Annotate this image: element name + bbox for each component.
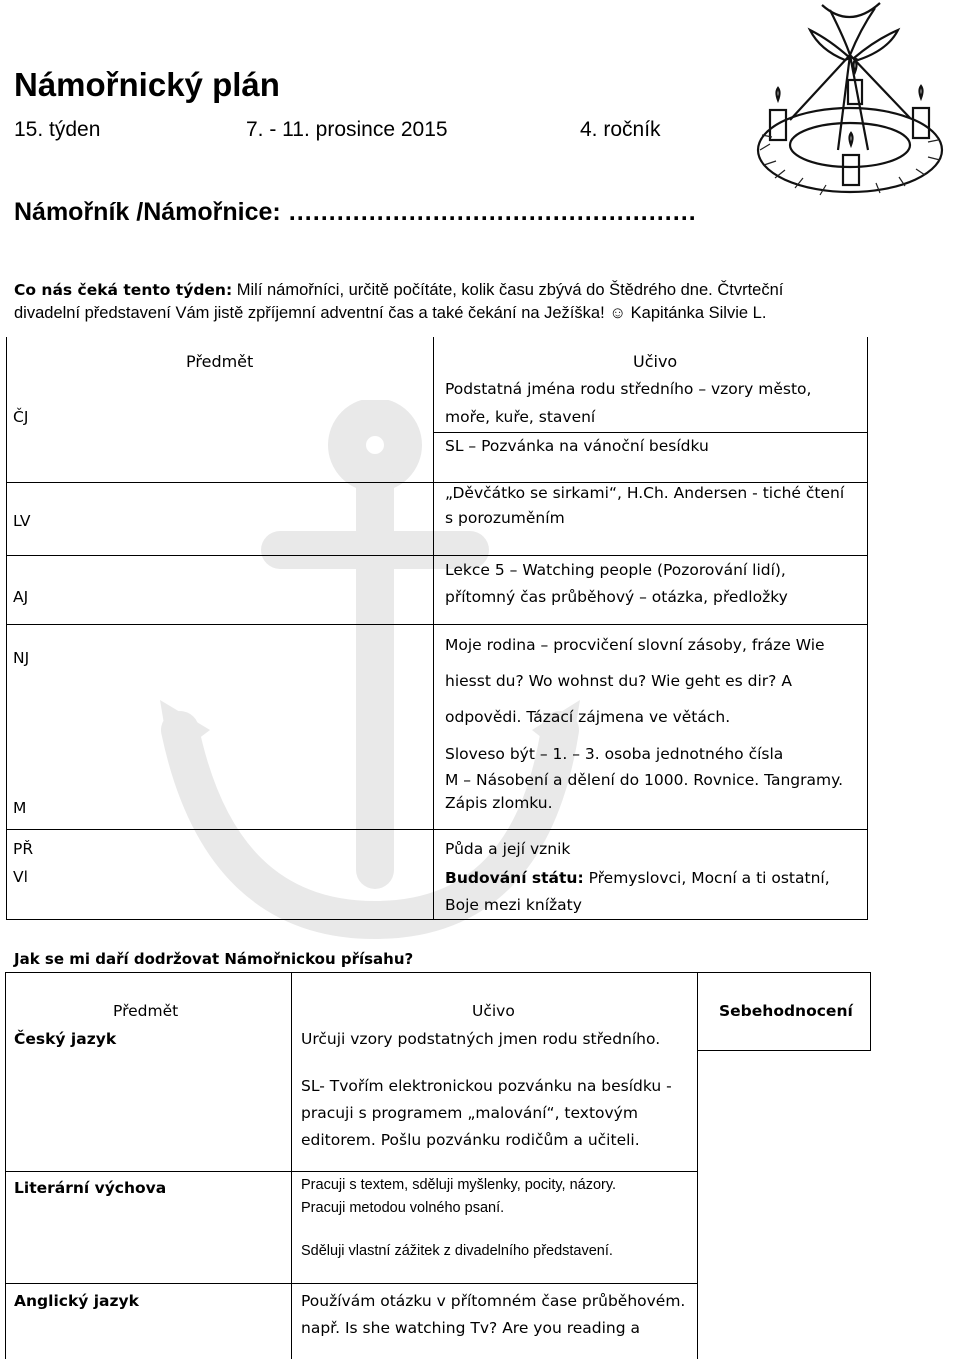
intro-line-2: divadelní představení Vám jistě zpříjemní adventní čas a také čekání na Ježíška! ☺ Kapitánka Silvie L. bbox=[14, 304, 767, 322]
content-line: Podstatná jména rodu středního – vzory město, bbox=[445, 380, 812, 398]
subject-m: M bbox=[13, 799, 27, 817]
content-line: „Děvčátko se sirkami“, H.Ch. Andersen - tiché čtení bbox=[445, 484, 845, 502]
content-line: Sděluji vlastní zážitek z divadelního představení. bbox=[301, 1243, 613, 1259]
advent-wreath-icon bbox=[750, 0, 960, 215]
column-header-subject: Předmět bbox=[113, 1002, 179, 1020]
content-bold-prefix: Budování státu: bbox=[445, 869, 584, 887]
table-border bbox=[291, 972, 292, 1359]
sailor-name-field bbox=[14, 198, 696, 227]
content-line: např. Is she watching Tv? Are you reading a bbox=[301, 1319, 640, 1337]
sailor-label: Námořník /Námořnice: bbox=[14, 198, 281, 226]
content-line: Pracuji s textem, sděluji myšlenky, pocity, názory. bbox=[301, 1177, 617, 1193]
table-border bbox=[870, 972, 871, 1050]
table-border bbox=[5, 972, 6, 1359]
content-line: Boje mezi knížaty bbox=[445, 896, 582, 914]
column-header-content: Učivo bbox=[472, 1002, 515, 1020]
content-line: hiesst du? Wo wohnst du? Wie geht es dir? A bbox=[445, 672, 792, 690]
subject-literarni-vychova: Literární výchova bbox=[14, 1179, 167, 1197]
subject-vl: Vl bbox=[13, 868, 28, 886]
oath-question: Jak se mi daří dodržovat Námořnickou přísahu? bbox=[14, 950, 414, 968]
table-divider bbox=[697, 1050, 871, 1051]
content-line bbox=[445, 865, 830, 892]
table-divider bbox=[6, 829, 868, 830]
intro-text bbox=[14, 279, 954, 325]
table-border bbox=[6, 337, 7, 920]
content-line: editorem. Pošlu pozvánku rodičům a učiteli. bbox=[301, 1131, 640, 1149]
content-line: Pracuji metodou volného psaní. bbox=[301, 1200, 505, 1216]
self-evaluation-table bbox=[5, 972, 871, 1359]
table-divider bbox=[6, 919, 868, 920]
content-line: moře, kuře, stavení bbox=[445, 408, 596, 426]
content-line: přítomný čas průběhový – otázka, předložky bbox=[445, 588, 788, 606]
subject-cj: ČJ bbox=[13, 408, 29, 426]
content-line: Určuji vzory podstatných jmen rodu středního. bbox=[301, 1030, 661, 1048]
content-line: SL – Pozvánka na vánoční besídku bbox=[445, 437, 709, 455]
page-title: Námořnický plán bbox=[14, 66, 280, 103]
date-range: 7. - 11. prosince 2015 bbox=[246, 118, 448, 141]
subject-cesky-jazyk: Český jazyk bbox=[14, 1030, 117, 1048]
content-text: Přemyslovci, Mocní a ti ostatní, bbox=[583, 869, 830, 887]
table-border bbox=[867, 337, 868, 920]
table-divider bbox=[6, 555, 868, 556]
content-line: Moje rodina – procvičení slovní zásoby, fráze Wie bbox=[445, 636, 825, 654]
column-header-self-evaluation: Sebehodnocení bbox=[719, 1002, 853, 1020]
week-label: 15. týden bbox=[14, 118, 101, 141]
table-border bbox=[697, 972, 698, 1359]
table-divider bbox=[5, 1283, 698, 1284]
content-line: M – Násobení a dělení do 1000. Rovnice. Tangramy. bbox=[445, 771, 844, 789]
subject-nj: NJ bbox=[13, 649, 30, 667]
column-header-content: Učivo bbox=[633, 352, 678, 371]
table-divider bbox=[5, 1171, 698, 1172]
content-line: SL- Tvořím elektronickou pozvánku na besídku - bbox=[301, 1077, 672, 1095]
content-line: Lekce 5 – Watching people (Pozorování lidí), bbox=[445, 561, 786, 579]
intro-line-1: Milí námořníci, určitě počítáte, kolik času zbývá do Štědrého dne. Čtvrteční bbox=[232, 281, 784, 299]
sailor-name-blank: …………………………………………… bbox=[287, 198, 696, 226]
intro-label: Co nás čeká tento týden: bbox=[14, 281, 233, 299]
subject-pr: PŘ bbox=[13, 840, 34, 858]
subject-lv: LV bbox=[13, 512, 31, 530]
content-line: Půda a její vznik bbox=[445, 840, 571, 858]
grade-label: 4. ročník bbox=[580, 118, 661, 141]
content-line: Zápis zlomku. bbox=[445, 794, 553, 812]
content-line: pracuji s programem „malování“, textovým bbox=[301, 1104, 638, 1122]
content-line: odpovědi. Tázací zájmena ve větách. bbox=[445, 708, 731, 726]
column-header-subject: Předmět bbox=[186, 352, 254, 371]
table-border bbox=[433, 337, 434, 920]
subject-anglicky-jazyk: Anglický jazyk bbox=[14, 1292, 139, 1310]
content-line: Sloveso být – 1. – 3. osoba jednotného čísla bbox=[445, 745, 784, 763]
content-line: s porozuměním bbox=[445, 509, 565, 527]
content-line: Používám otázku v přítomném čase průběhovém. bbox=[301, 1292, 686, 1310]
subject-aj: AJ bbox=[13, 588, 29, 606]
table-divider bbox=[6, 624, 868, 625]
plan-table bbox=[6, 337, 868, 920]
table-border bbox=[5, 972, 871, 973]
